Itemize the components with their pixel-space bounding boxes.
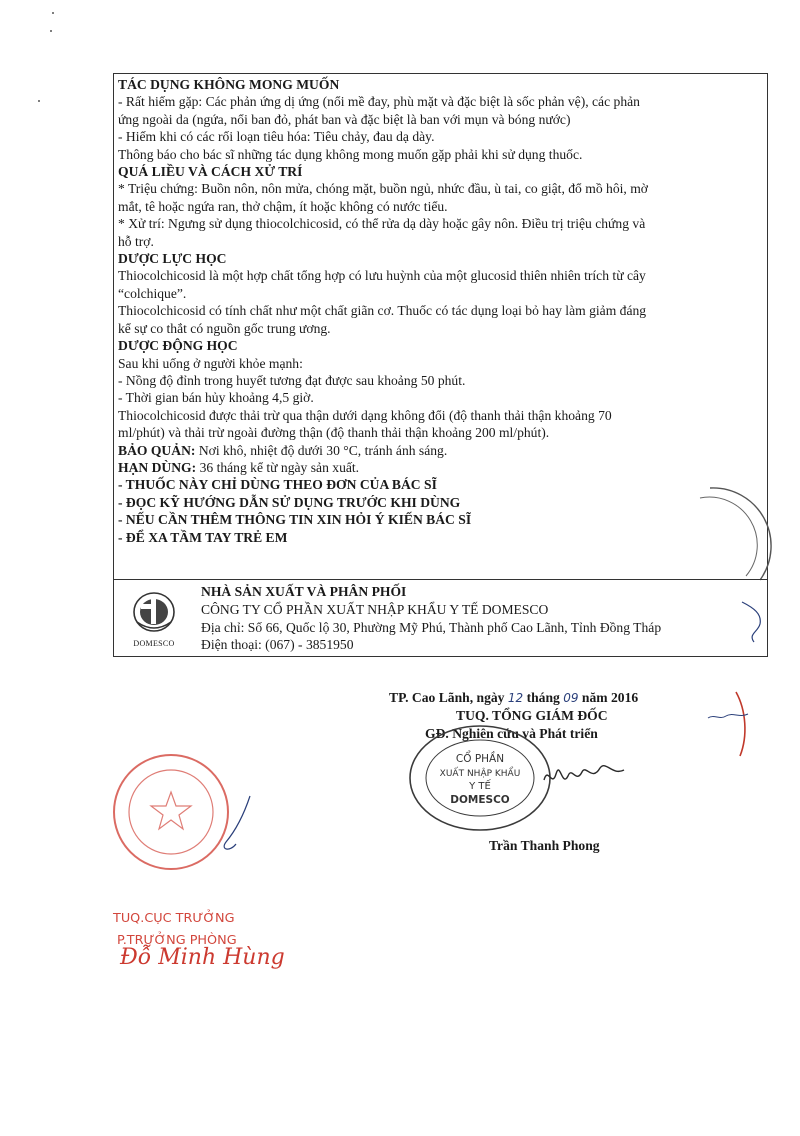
manufacturer-section [113,579,768,657]
manufacturer-address: Địa chỉ: Số 66, Quốc lộ 30, Phường Mỹ Phú, Thành phố Cao Lãnh, Tỉnh Đồng Tháp [201,619,662,635]
stamp-line: Y TẾ [469,781,491,792]
pharmacokinetics-line: - Thời gian bán hủy khoảng 4,5 giờ. [118,390,314,406]
side-effects-heading: TÁC DỤNG KHÔNG MONG MUỐN [118,77,340,92]
leaflet-content [118,76,763,546]
handwritten-signature-right [540,748,630,798]
storage-label: BẢO QUẢN: [118,442,196,458]
stamp-line: XUẤT NHẬP KHẨU [439,769,521,779]
date-prefix: TP. Cao Lãnh, ngày [389,690,505,705]
warning-line: - ĐỌC KỸ HƯỚNG DẪN SỬ DỤNG TRƯỚC KHI DÙNG [118,494,461,510]
pharmacodynamics-heading: DƯỢC LỰC HỌC [118,251,227,267]
date-day: 12 [507,691,524,705]
stamp-line: CỔ PHẦN [455,753,505,765]
domesco-logo [119,588,189,652]
manufacturer-company: CÔNG TY CỔ PHẦN XUẤT NHẬP KHẨU Y TẾ DOMESCO [201,601,549,617]
overdose-line: * Xử trí: Ngưng sử dụng thiocolchicosid, có thể rửa dạ dày hoặc gây nôn. Điều trị triệu chứng và [118,216,646,232]
expiry-row [118,459,763,476]
left-signer-title-1: TUQ.CỤC TRƯỞNG [113,911,235,926]
pharmacodynamics-line: kể sự co thắt có nguồn gốc trung ương. [118,320,331,336]
warning-line: - ĐỂ XA TẦM TAY TRẺ EM [118,529,288,545]
manufacturer-text [201,583,661,654]
side-effects-line: ứng ngoài da (ngứa, nổi ban đỏ, phát ban và đặc biệt là ban với mụn và bóng nước) [118,111,571,127]
pharmacokinetics-heading: DƯỢC ĐỘNG HỌC [118,338,238,354]
signer-name-right: Trần Thanh Phong [489,838,600,853]
scan-speck [52,12,54,14]
month-label: tháng [526,690,560,705]
side-effects-line: - Rất hiếm gặp: Các phản ứng dị ứng (nổi mề đay, phù mặt và đặc biệt là sốc phản vệ), các phản [118,94,640,110]
overdose-line: mắt, tê hoặc ngứa ran, thở chậm, ít hoặc không có nước tiểu. [118,198,448,214]
pharmacodynamics-line: Thiocolchicosid là một hợp chất tổng hợp có lưu huỳnh của một glucosid thiên nhiên trích từ cây [118,268,646,284]
logo-label: DOMESCO [133,639,175,648]
manufacturer-heading: NHÀ SẢN XUẤT VÀ PHÂN PHỐI [201,584,407,599]
manufacturer-phone: Điện thoại: (067) - 3851950 [201,637,354,653]
pharmacodynamics-line: “colchique”. [118,285,187,301]
signer-title-1: TUQ. TỔNG GIÁM ĐỐC [456,708,608,723]
scan-speck [50,30,52,32]
storage-text: Nơi khô, nhiệt độ dưới 30 °C, tránh ánh sáng. [195,442,448,458]
overdose-line: * Triệu chứng: Buồn nôn, nôn mửa, chóng mặt, buồn ngủ, nhức đầu, ù tai, co giật, đổ mồ hôi, mờ [118,181,648,197]
pharmacokinetics-line: Thiocolchicosid được thải trừ qua thận dưới dạng không đổi (độ thanh thải thận khoảng 70 [118,407,612,423]
overdose-heading: QUÁ LIỀU VÀ CÁCH XỬ TRÍ [118,164,303,180]
expiry-label: HẠN DÙNG: [118,459,197,475]
company-stamp [405,720,555,830]
expiry-text: 36 tháng kể từ ngày sản xuất. [196,459,360,475]
signer-name-left: Đỗ Minh Hùng [120,945,285,970]
storage-row [118,442,763,459]
pharmacodynamics-line: Thiocolchicosid có tính chất như một chất giãn cơ. Thuốc có tác dụng loại bỏ hay làm giảm đáng [118,303,647,319]
pharmacokinetics-line: ml/phút) và thải trừ ngoài đường thận (độ thanh thải thận khoảng 200 ml/phút). [118,425,550,441]
overdose-line: hỗ trợ. [118,233,154,249]
date-month: 09 [563,691,579,705]
side-effects-line: Thông báo cho bác sĩ những tác dụng không mong muốn gặp phải khi sử dụng thuốc. [118,146,583,162]
scan-speck [38,100,40,102]
warning-line: - THUỐC NÀY CHỈ DÙNG THEO ĐƠN CỦA BÁC SĨ [118,477,437,493]
pen-mark [740,598,780,648]
left-signer-title-2: P.TRƯỞNG PHÒNG [117,933,237,948]
side-effects-line: - Hiếm khi có các rối loạn tiêu hóa: Tiêu chảy, đau dạ dày. [118,129,435,145]
warning-line: - NẾU CẦN THÊM THÔNG TIN XIN HỎI Ý KIẾN BÁC SĨ [118,512,472,528]
signer-title-2: GĐ. Nghiên cứu và Phát triển [425,726,598,741]
stamp-line: DOMESCO [450,794,510,806]
stamp-fragment [690,480,770,590]
domesco-logo-icon [119,588,189,638]
pharmacokinetics-line: - Nồng độ đỉnh trong huyết tương đạt được sau khoảng 50 phút. [118,372,466,388]
pen-mark [700,690,760,760]
pen-mark [210,790,270,870]
signing-date [389,688,638,708]
pharmacokinetics-line: Sau khi uống ở người khỏe mạnh: [118,355,303,371]
year-label: năm 2016 [581,690,639,705]
